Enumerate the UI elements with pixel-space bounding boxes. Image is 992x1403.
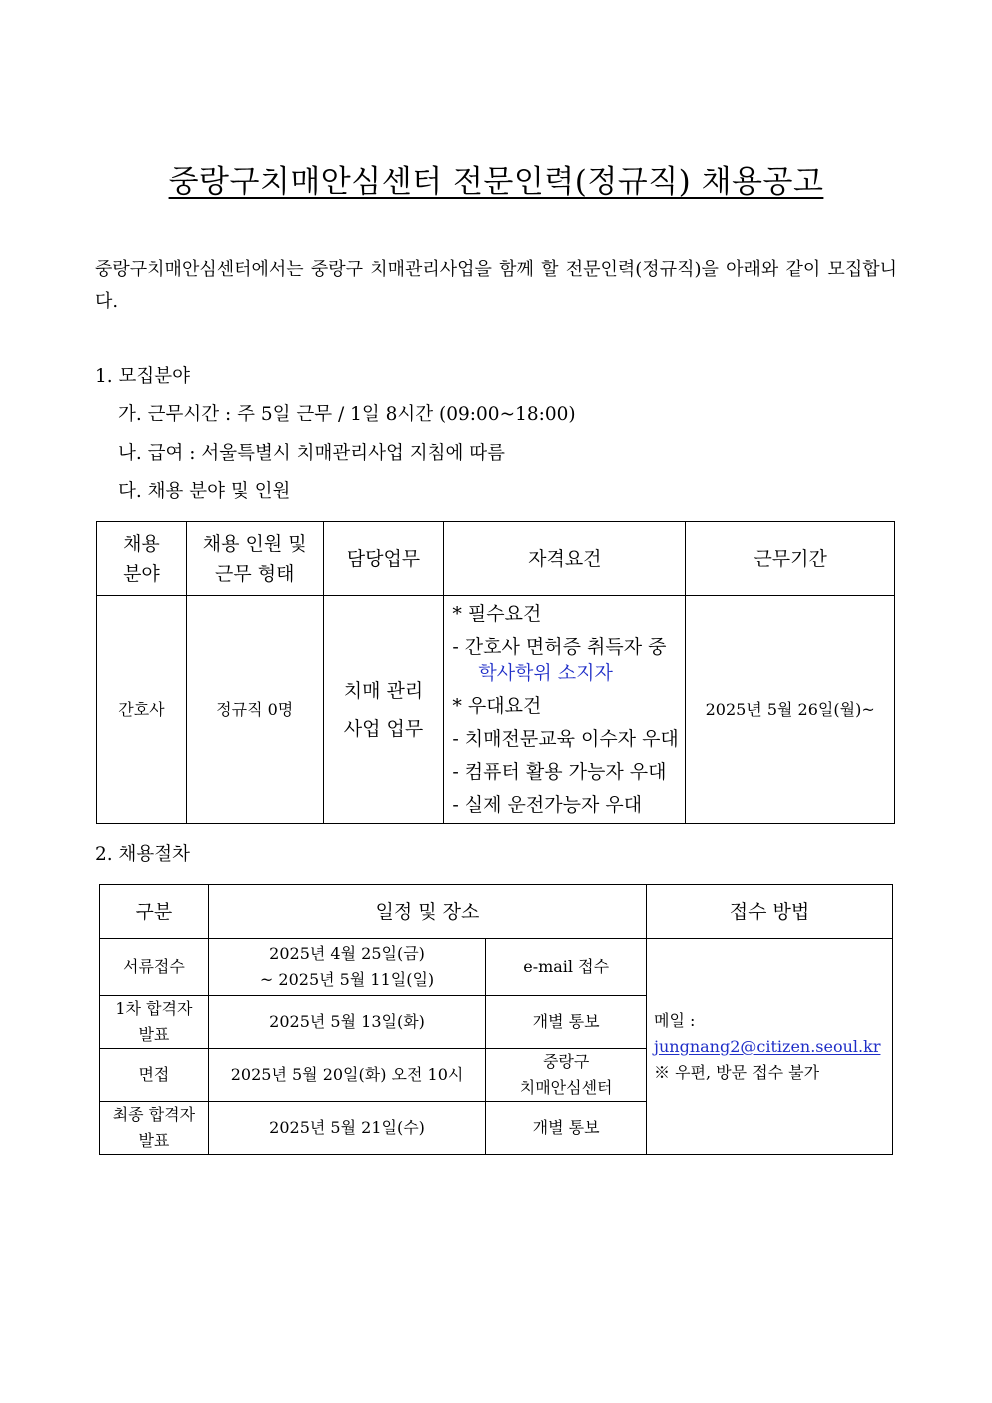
work-hours-item: 가. 근무시간 : 주 5일 근무 / 1일 8시간 (09:00~18:00) (118, 404, 576, 425)
intro-paragraph: 중랑구치매안심센터에서는 중랑구 치매관리사업을 함께 할 전문인력(정규직)을 아래와 같이 모집합니다. (95, 259, 897, 312)
header-schedule: 일정 및 장소 (208, 885, 646, 939)
cell-period: 2025년 5월 26일(월)~ (686, 596, 895, 824)
cell-schedule: 2025년 5월 21일(수) (208, 1102, 485, 1155)
contact-email-link[interactable]: jungnang2@citizen.seoul.kr (654, 1036, 881, 1056)
header-count: 채용 인원 및 근무 형태 (186, 522, 323, 596)
header-field: 채용 분야 (97, 522, 187, 596)
preferred-item: - 실제 운전가능자 우대 (452, 794, 643, 816)
cell-place: e-mail 접수 (486, 939, 647, 996)
cell-schedule: 2025년 5월 13일(화) (208, 996, 485, 1049)
cell-category: 1차 합격자 발표 (100, 996, 209, 1049)
section1-heading: 1. 모집분야 (95, 366, 191, 387)
cell-category: 면접 (100, 1049, 209, 1102)
table-row (100, 939, 893, 996)
cell-place: 개별 통보 (486, 1102, 647, 1155)
cell-category: 최종 합격자 발표 (100, 1102, 209, 1155)
cell-place: 중랑구 치매안심센터 (486, 1049, 647, 1102)
preferred-item: - 치매전문교육 이수자 우대 (452, 728, 679, 750)
header-qualifications: 자격요건 (444, 522, 686, 596)
cell-place: 개별 통보 (486, 996, 647, 1049)
required-item: - 간호사 면허증 취득자 중 (452, 636, 667, 658)
positions-item: 다. 채용 분야 및 인원 (118, 481, 291, 502)
cell-qualifications (444, 596, 686, 824)
table-header-row (100, 885, 893, 939)
section2-heading: 2. 채용절차 (95, 844, 191, 865)
contact-label: 메일 : (654, 1010, 696, 1030)
cell-duty: 치매 관리 사업 업무 (323, 596, 444, 824)
table-row (97, 596, 895, 824)
required-item-degree: 학사학위 소지자 (478, 662, 613, 684)
header-duty: 담당업무 (323, 522, 444, 596)
preferred-title: * 우대요건 (452, 695, 542, 717)
header-method: 접수 방법 (647, 885, 893, 939)
recruitment-table (96, 521, 895, 824)
procedure-table (99, 884, 893, 1155)
cell-category: 서류접수 (100, 939, 209, 996)
cell-schedule: 2025년 5월 20일(화) 오전 10시 (208, 1049, 485, 1102)
cell-schedule: 2025년 4월 25일(금) ~ 2025년 5월 11일(일) (208, 939, 485, 996)
preferred-item: - 컴퓨터 활용 가능자 우대 (452, 761, 667, 783)
contact-note: ※ 우편, 방문 접수 불가 (654, 1062, 820, 1082)
table-header-row (97, 522, 895, 596)
cell-field: 간호사 (97, 596, 187, 824)
header-period: 근무기간 (686, 522, 895, 596)
salary-item: 나. 급여 : 서울특별시 치매관리사업 지침에 따름 (118, 443, 505, 464)
page-title: 중랑구치매안심센터 전문인력(정규직) 채용공고 (168, 164, 824, 200)
header-category: 구분 (100, 885, 209, 939)
cell-contact (647, 939, 893, 1155)
cell-count: 정규직 0명 (186, 596, 323, 824)
required-title: * 필수요건 (452, 603, 542, 625)
